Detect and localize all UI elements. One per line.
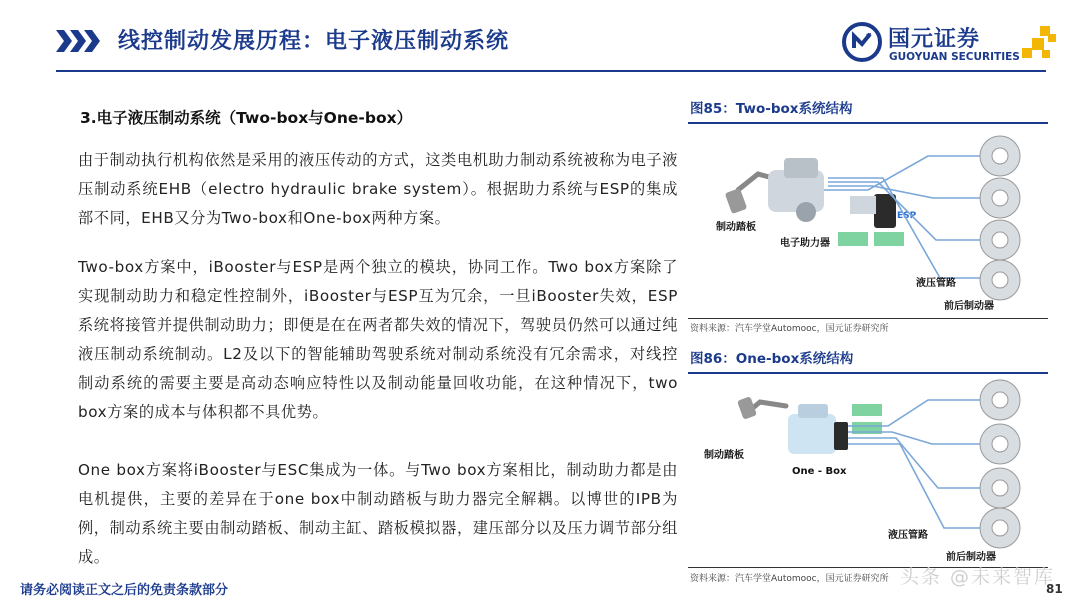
brake-disc-icon — [980, 424, 1020, 464]
one-box-label: One - Box — [792, 466, 847, 477]
brake-disc-icon — [980, 380, 1020, 420]
figure-86-top-rule — [688, 372, 1048, 374]
paragraph-two-box: Two-box方案中，iBooster与ESP是两个独立的模块，协同工作。Two box方案除了实现制动助力和稳定性控制外，iBooster与ESP互为冗余，一旦iBooster失效，ESP系统将接管并提供制动助力；即便是在在两者都失效的情况下，驾驶员仍然可以通过纯液压制动系统制动。L2及以下的智能辅助驾驶系统对制动系统没有冗余需求，对线控制动系统的需要主要是高动态响应特性以及制动能量回收功能，在这种情况下，two box方案的成本与体积都不具优势。 — [78, 258, 678, 421]
brake-discs — [980, 380, 1020, 548]
brake-disc-icon — [980, 508, 1020, 548]
section-heading: 3.电子液压制动系统（Two-box与One-box） — [80, 109, 413, 127]
electric-booster-icon — [768, 158, 824, 222]
paragraph-ehb-intro: 由于制动执行机构依然是采用的液压传动的方式，这类电机助力制动系统被称为电子液压制动系统EHB（electro hydraulic brake system）。根据助力系统与ESP的集成部不同，EHB又分为Two-box和One-box两种方案。 — [78, 151, 678, 227]
brakes-label: 前后制动器 — [944, 301, 994, 312]
pedal-label: 制动踏板 — [716, 222, 756, 233]
pipes-label: 液压管路 — [888, 530, 928, 541]
figure-85-top-rule — [688, 122, 1048, 124]
figure-86-title: 图86：One-box系统结构 — [690, 351, 854, 367]
figure-85-title: 图85：Two-box系统结构 — [690, 101, 853, 117]
figure-86-source: 资料来源：汽车学堂Automooc，国元证券研究所 — [690, 574, 889, 584]
brakes-label: 前后制动器 — [946, 552, 996, 563]
figure-85-source: 资料来源：汽车学堂Automooc，国元证券研究所 — [690, 324, 889, 334]
watermark: 头条 @未来智库 — [900, 566, 1056, 588]
control-box-icon — [838, 232, 868, 246]
figure-85-diagram — [688, 128, 1048, 316]
pedal-label: 制动踏板 — [704, 450, 744, 461]
page-title: 线控制动发展历程：电子液压制动系统 — [118, 28, 510, 54]
paragraph-one-box: One box方案将iBooster与ESC集成为一体。与Two box方案相比，制动助力都是由电机提供，主要的差异在于one box中制动踏板与助力器完全解耦。以博世的IPB为例，制动系统主要由制动踏板、制动主缸、踏板模拟器，建压部分以及压力调节部分组成。 — [78, 461, 678, 566]
header-divider — [56, 70, 1046, 72]
brake-disc-icon — [980, 260, 1020, 300]
disclaimer-note: 请务必阅读正文之后的免责条款部分 — [20, 583, 229, 598]
logo-squares-icon — [1018, 24, 1058, 62]
brake-disc-icon — [980, 178, 1020, 218]
figure-86-diagram — [688, 376, 1048, 566]
page-number: 81 — [1046, 582, 1063, 596]
esp-label: ESP — [897, 211, 917, 221]
brake-pedal-icon — [737, 396, 786, 420]
control-box-icon — [852, 404, 882, 416]
logo-company-english: GUOYUAN SECURITIES — [889, 51, 1020, 63]
control-box-icon — [874, 232, 904, 246]
header-chevrons — [56, 30, 112, 52]
brake-disc-icon — [980, 468, 1020, 508]
logo-company-name: 国元证券 — [888, 26, 981, 52]
brake-disc-icon — [980, 136, 1020, 176]
figure-85-bottom-rule — [688, 318, 1048, 319]
guoyuan-logo-icon — [842, 22, 882, 62]
one-box-unit-icon — [788, 404, 848, 454]
pipes-label: 液压管路 — [916, 278, 956, 289]
brake-discs — [980, 136, 1020, 300]
hydraulic-pipes — [848, 400, 980, 528]
booster-label: 电子助力器 — [780, 238, 830, 249]
brake-disc-icon — [980, 220, 1020, 260]
